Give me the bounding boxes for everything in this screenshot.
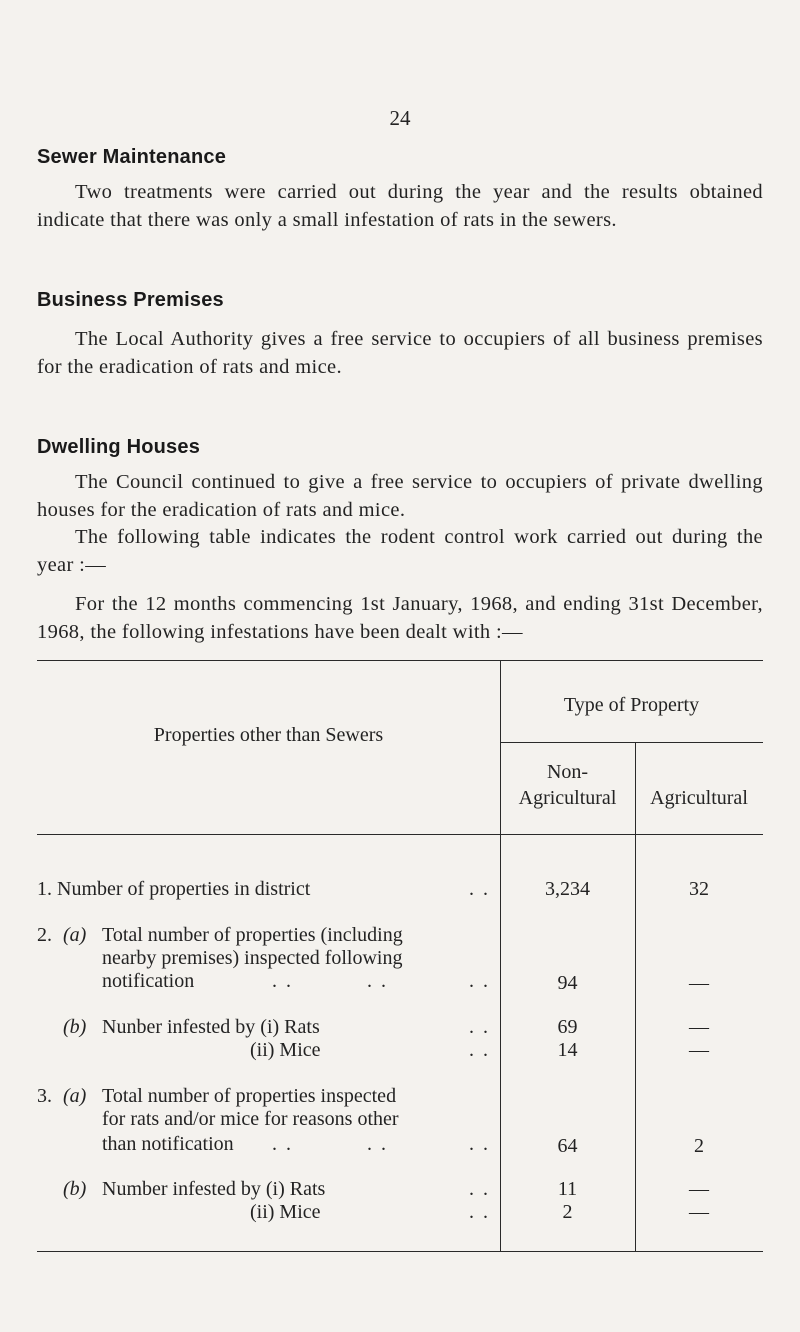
table-subheader-rule bbox=[500, 742, 763, 743]
row3-non-agricultural: 64 bbox=[557, 1135, 578, 1157]
row3b-mice-agricultural: — bbox=[689, 1201, 709, 1223]
paragraph-dwelling-1: The Council continued to give a free service to occupiers of private dwelling houses for the eradication of rats and mice. bbox=[37, 471, 763, 521]
paragraph-sewer: Two treatments were carried out during the year and the results obtained indicate that there was only a small infestation of rats in the sewers. bbox=[37, 181, 763, 231]
leader-dots: . . bbox=[367, 970, 388, 992]
row2-sub-a: (a) bbox=[63, 924, 87, 946]
row2b-rats-agricultural: — bbox=[689, 1016, 709, 1038]
row3-number: 3. bbox=[37, 1085, 52, 1107]
table-column-divider-1 bbox=[500, 660, 501, 1251]
row3b-mice-non-agricultural: 2 bbox=[562, 1201, 573, 1223]
row3b-rats-non-agricultural: 11 bbox=[557, 1178, 578, 1200]
leader-dots: . . bbox=[469, 878, 490, 900]
leader-dots: . . bbox=[469, 970, 490, 992]
leader-dots: . . bbox=[469, 1133, 490, 1155]
row2-number: 2. bbox=[37, 924, 52, 946]
row1-agricultural: 32 bbox=[689, 878, 709, 900]
leader-dots: . . bbox=[367, 1133, 388, 1155]
section-heading-sewer: Sewer Maintenance bbox=[37, 146, 227, 168]
paragraph-dwelling-3: For the 12 months commencing 1st January, 1968, and ending 31st December, 1968, the following infestations have been dealt with :— bbox=[37, 593, 763, 643]
row3b-line2: (ii) Mice bbox=[250, 1201, 321, 1223]
row3-line1: Total number of properties inspected bbox=[102, 1085, 397, 1107]
rodent-control-table bbox=[37, 660, 763, 1280]
header-type-of-property: Type of Property bbox=[563, 694, 700, 716]
row2-non-agricultural: 94 bbox=[557, 972, 578, 994]
row2-line2: nearby premises) inspected following bbox=[102, 947, 403, 969]
header-agricultural: Agricultural bbox=[650, 787, 748, 809]
table-bottom-rule bbox=[37, 1251, 763, 1252]
leader-dots: . . bbox=[469, 1016, 490, 1038]
row2b-line2: (ii) Mice bbox=[250, 1039, 321, 1061]
leader-dots: . . bbox=[469, 1201, 490, 1223]
row3b-line1: Number infested by (i) Rats bbox=[102, 1178, 326, 1200]
table-header-rule bbox=[37, 834, 763, 835]
leader-dots: . . bbox=[272, 970, 293, 992]
row3-line3: than notification bbox=[102, 1133, 234, 1155]
page-number: 24 bbox=[389, 106, 411, 130]
leader-dots: . . bbox=[469, 1039, 490, 1061]
row2-line3: notification bbox=[102, 970, 195, 992]
header-non-agricultural-1: Non- bbox=[546, 761, 589, 783]
row1-non-agricultural: 3,234 bbox=[545, 878, 590, 900]
row2-line1: Total number of properties (including bbox=[102, 924, 403, 946]
table-column-divider-2 bbox=[635, 742, 636, 1251]
row2-agricultural: — bbox=[689, 972, 709, 994]
row3-line2: for rats and/or mice for reasons other bbox=[102, 1108, 399, 1130]
row3b-sub-b: (b) bbox=[63, 1178, 87, 1200]
paragraph-dwelling-2: The following table indicates the rodent control work carried out during the year :— bbox=[37, 526, 763, 576]
section-heading-dwelling: Dwelling Houses bbox=[37, 436, 201, 458]
table-top-rule bbox=[37, 660, 763, 661]
row2b-mice-non-agricultural: 14 bbox=[557, 1039, 578, 1061]
section-heading-business: Business Premises bbox=[37, 289, 224, 311]
leader-dots: . . bbox=[469, 1178, 490, 1200]
row2b-rats-non-agricultural: 69 bbox=[557, 1016, 578, 1038]
leader-dots: . . bbox=[272, 1133, 293, 1155]
row2b-line1: Nunber infested by (i) Rats bbox=[102, 1016, 320, 1038]
header-properties: Properties other than Sewers bbox=[153, 724, 384, 746]
paragraph-business: The Local Authority gives a free service to occupiers of all business premises for the eradication of rats and mice. bbox=[37, 328, 763, 378]
row3-agricultural: 2 bbox=[694, 1135, 704, 1157]
row2b-mice-agricultural: — bbox=[689, 1039, 709, 1061]
row1-label: 1. Number of properties in district bbox=[37, 878, 311, 900]
row2b-sub-b: (b) bbox=[63, 1016, 87, 1038]
header-non-agricultural-2: Agricultural bbox=[518, 787, 617, 809]
row3-sub-a: (a) bbox=[63, 1085, 87, 1107]
row3b-rats-agricultural: — bbox=[689, 1178, 709, 1200]
